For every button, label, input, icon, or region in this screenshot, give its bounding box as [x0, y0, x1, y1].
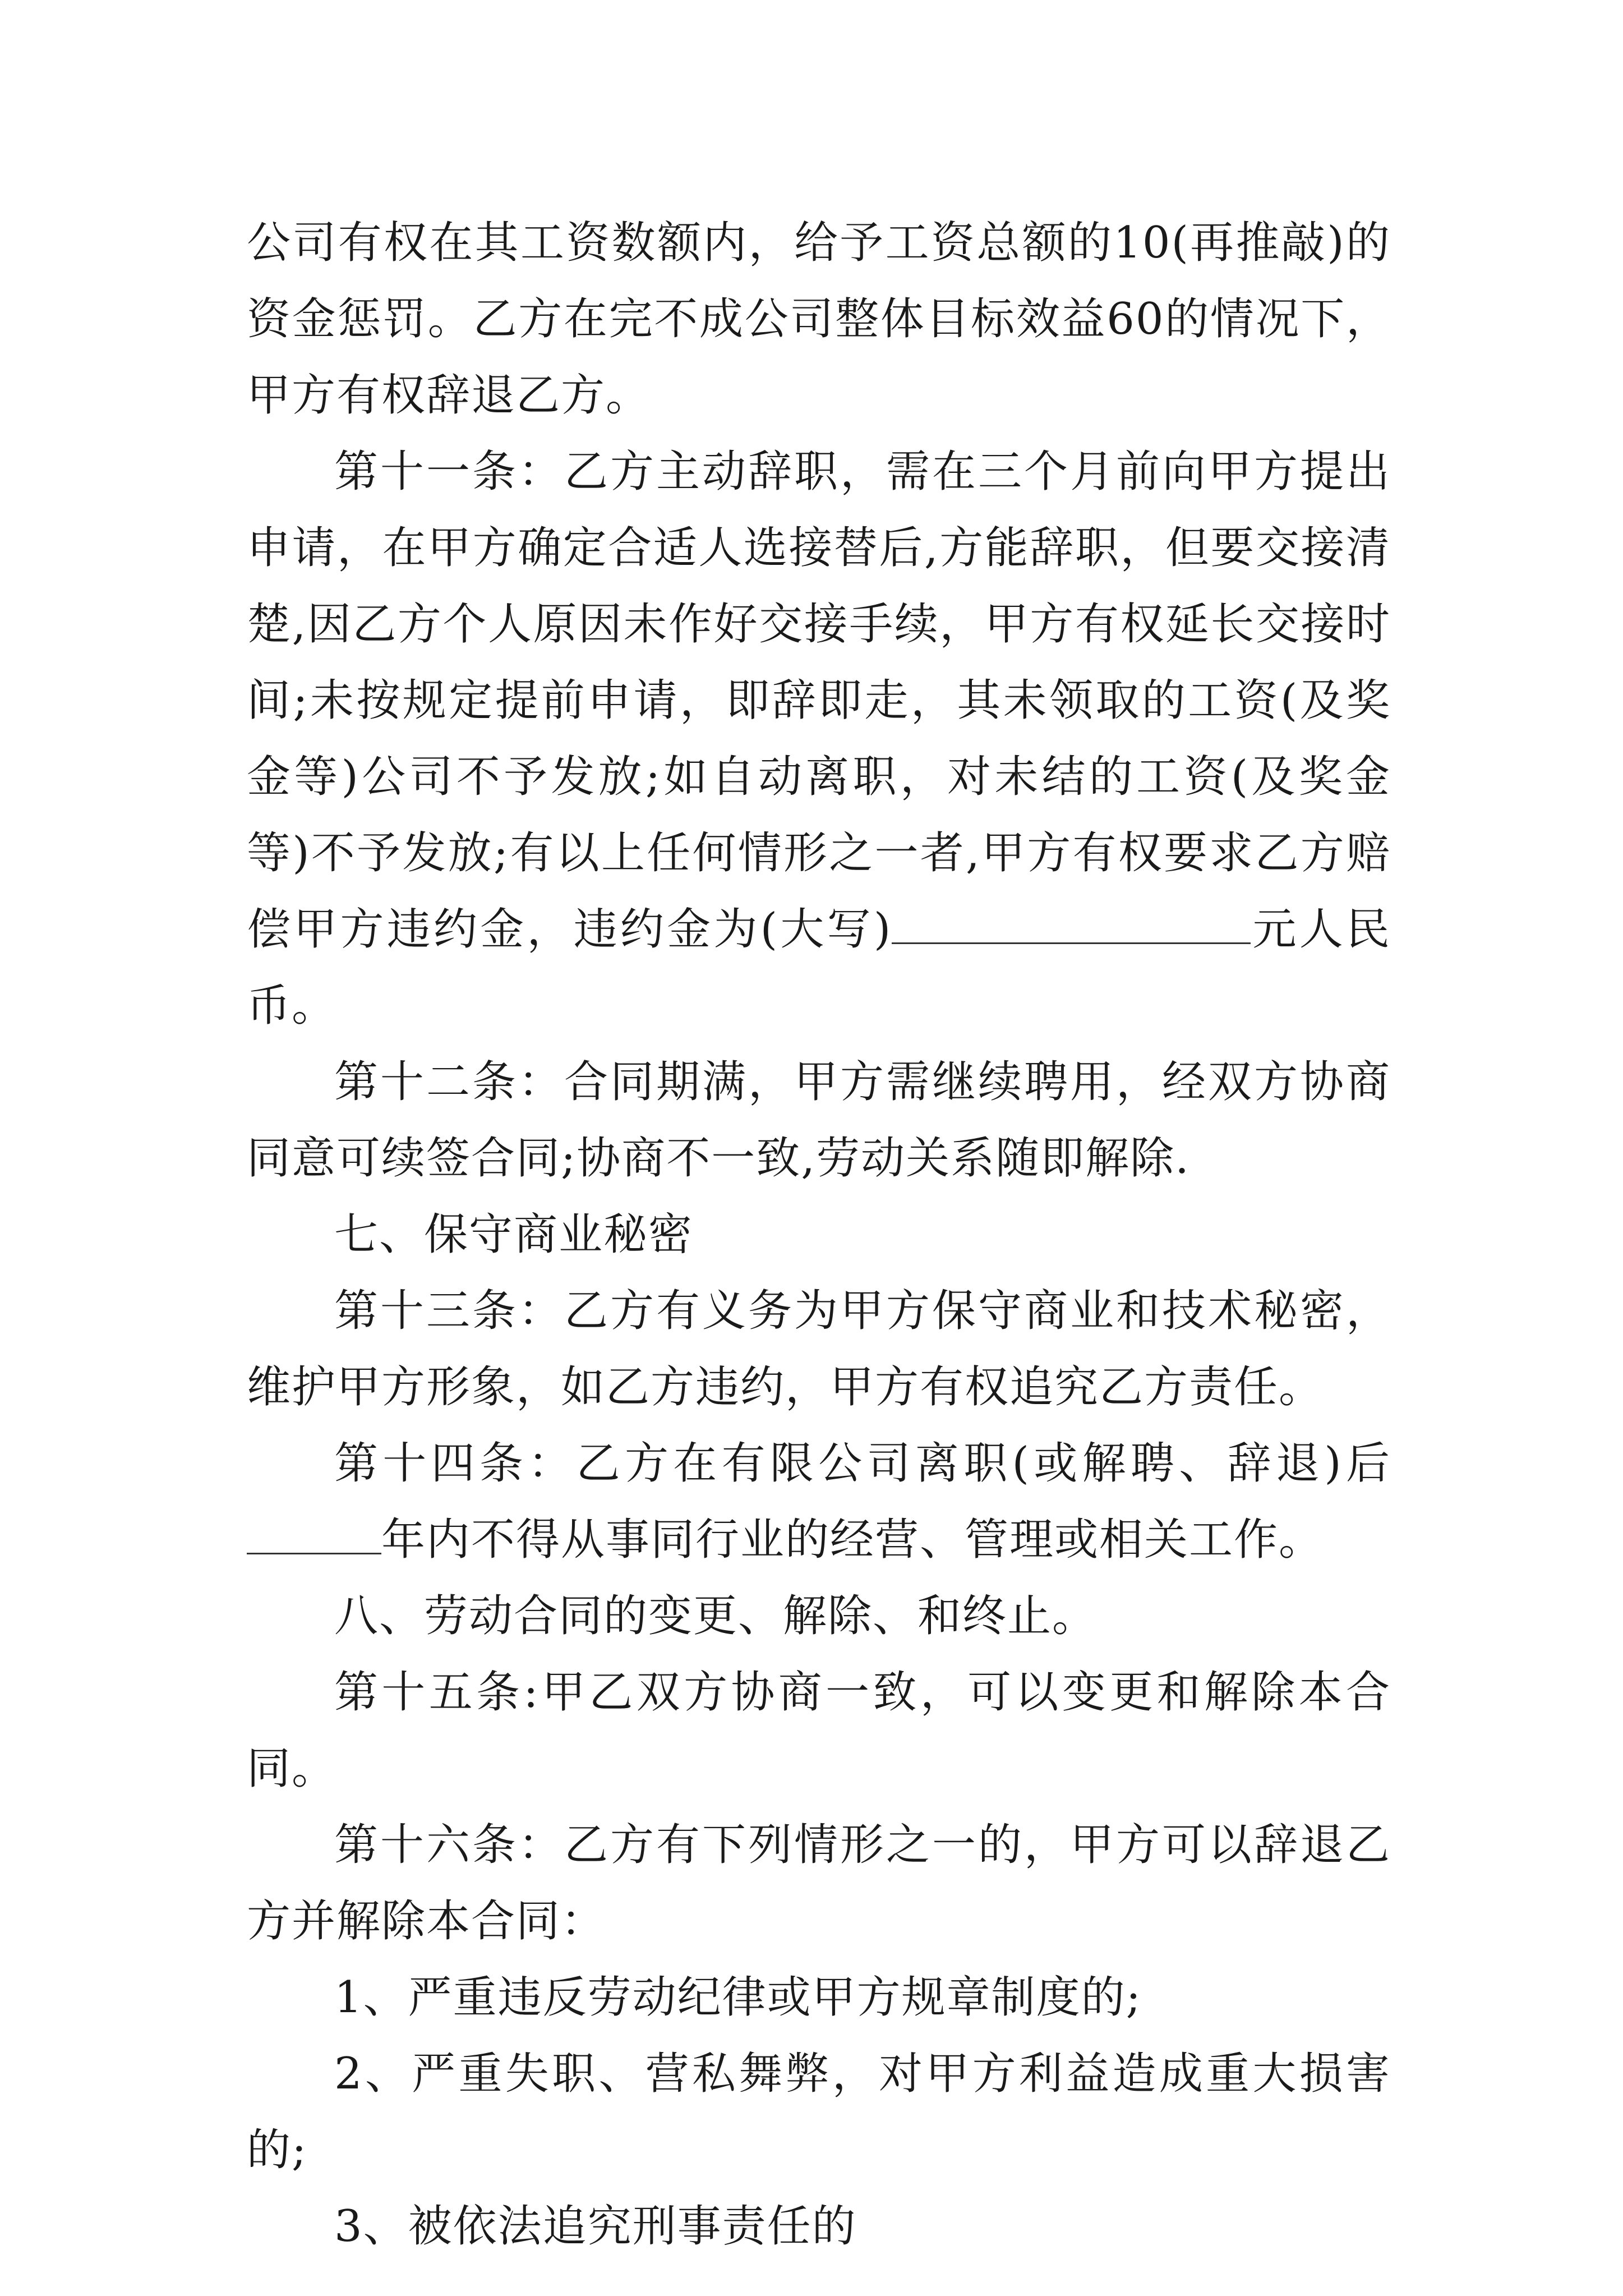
paragraph-article-13: 第十三条：乙方有义务为甲方保守商业和技术秘密，维护甲方形象，如乙方违约，甲方有权追究乙方责任。	[247, 1286, 1391, 1412]
list-item-3: 3、被依法追究刑事责任的	[334, 2201, 857, 2252]
list-item-2: 2、严重失职、营私舞弊，对甲方利益造成重大损害的;	[247, 2049, 1391, 2175]
non-compete-years-blank[interactable]	[247, 1509, 381, 1554]
paragraph-article-14	[247, 1425, 1391, 1578]
section-heading-trade-secrets: 七、保守商业秘密	[334, 1209, 694, 1260]
document-body	[247, 205, 1391, 2265]
section-heading-contract-change: 八、劳动合同的变更、解除、和终止。	[334, 1591, 1098, 1641]
article-11-text: 第十一条：乙方主动辞职，需在三个月前向甲方提出申请，在甲方确定合适人选接替后,方能辞职，但要交接清楚,因乙方个人原因未作好交接手续，甲方有权延长交接时间;未按规定提前申请，即辞即走，其未领取的工资(及奖金等)公司不予发放;如自动离职，对未结的工资(及奖金等)不予发放;有以上任何情形之一者,甲方有权要求乙方赔偿甲方违约金，违约金为(大写)	[247, 447, 1391, 955]
article-14-text-end: 年内不得从事同行业的经营、管理或相关工作。	[381, 1515, 1324, 1565]
article-11-text-end: 元人民币。	[247, 904, 1391, 1031]
paragraph-penalty-clause: 公司有权在其工资数额内，给予工资总额的10(再推敲)的资金惩罚。乙方在完不成公司整体目标效益60的情况下，甲方有权辞退乙方。	[247, 218, 1391, 421]
paragraph-article-16: 第十六条：乙方有下列情形之一的，甲方可以辞退乙方并解除本合同：	[247, 1820, 1391, 1947]
paragraph-article-11	[247, 434, 1391, 1044]
paragraph-article-15: 第十五条:甲乙双方协商一致，可以变更和解除本合同。	[247, 1667, 1391, 1794]
article-14-text: 第十四条：乙方在有限公司离职(或解聘、辞退)后	[334, 1438, 1391, 1489]
paragraph-article-12: 第十二条：合同期满，甲方需继续聘用，经双方协商同意可续签合同;协商不一致,劳动关系随即解除.	[247, 1057, 1391, 1184]
penalty-amount-blank[interactable]	[892, 899, 1251, 944]
list-item-1: 1、严重违反劳动纪律或甲方规章制度的;	[334, 1972, 1142, 2023]
